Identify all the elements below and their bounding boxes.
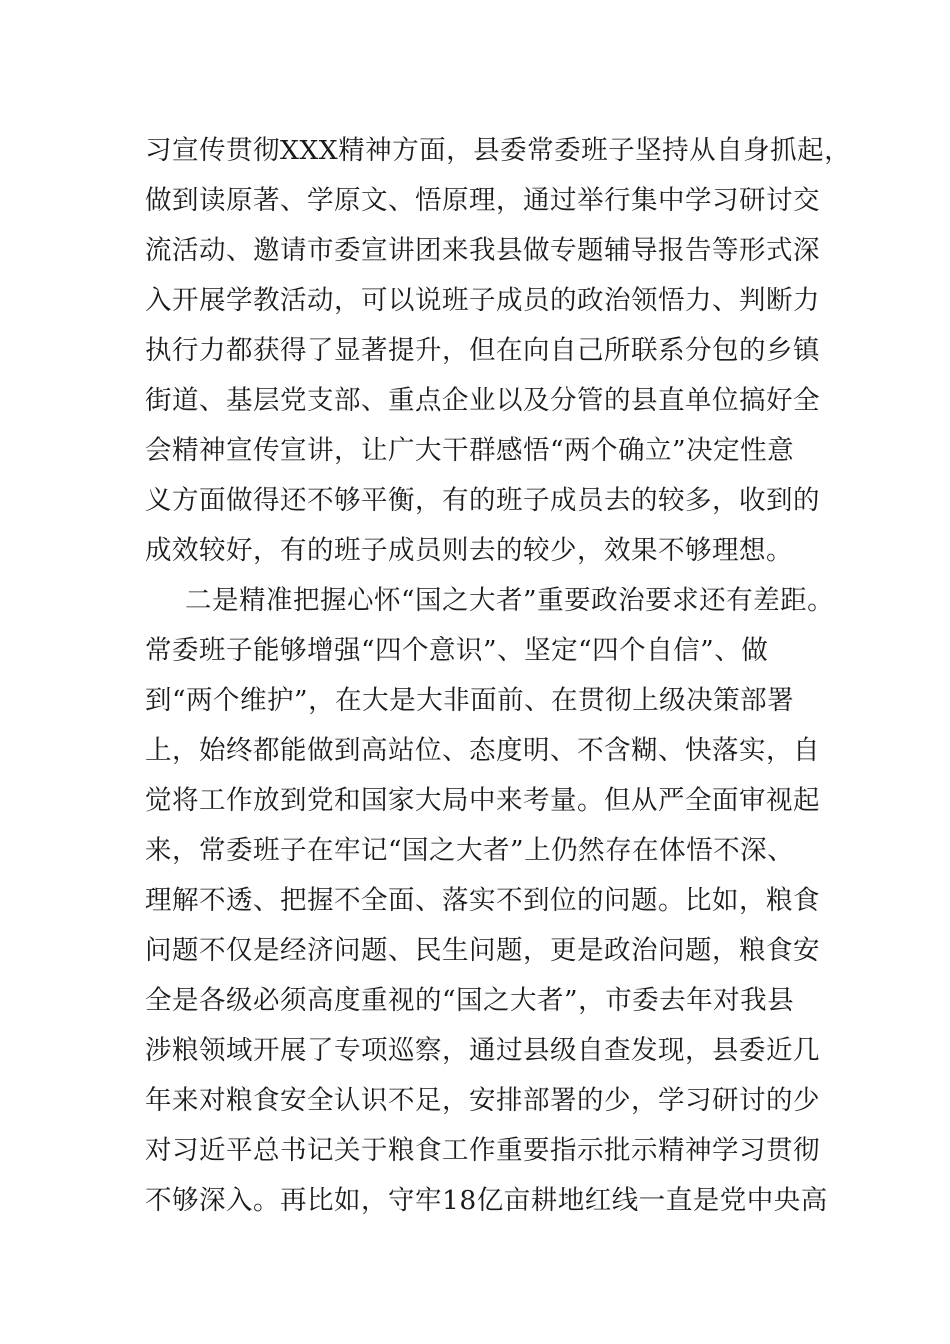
text-line: 到“两个维护”，在大是大非面前、在贯彻上级决策部署 — [145, 685, 795, 716]
text-line: 来，常委班子在牢记“国之大者”上仍然存在体悟不深、 — [145, 835, 795, 866]
text-line: 义方面做得还不够平衡，有的班子成员去的较多，收到的 — [145, 485, 820, 516]
text-line: 理解不透、把握不全面、落实不到位的问题。比如，粮食 — [145, 885, 820, 916]
text-line: 问题不仅是经济问题、民生问题，更是政治问题，粮食安 — [145, 935, 820, 966]
text-line: 执行力都获得了显著提升，但在向自己所联系分包的乡镇 — [145, 335, 820, 366]
text-line: 全是各级必须高度重视的“国之大者”，市委去年对我县 — [145, 985, 795, 1016]
text-line: 会精神宣传宣讲，让广大干群感悟“两个确立”决定性意 — [145, 435, 795, 466]
text-line: 觉将工作放到党和国家大局中来考量。但从严全面审视起 — [145, 785, 820, 816]
text-line: 入开展学教活动，可以说班子成员的政治领悟力、判断力 — [145, 285, 820, 316]
text-line: 流活动、邀请市委宣讲团来我县做专题辅导报告等形式深 — [145, 235, 820, 266]
paragraph-start-line: 二是精准把握心怀“国之大者”重要政治要求还有差距。 — [185, 585, 835, 616]
text-line: 做到读原著、学原文、悟原理，通过举行集中学习研讨交 — [145, 185, 820, 216]
text-line: 对习近平总书记关于粮食工作重要指示批示精神学习贯彻 — [145, 1135, 820, 1166]
text-line: 成效较好，有的班子成员则去的较少，效果不够理想。 — [145, 535, 793, 566]
text-line: 上，始终都能做到高站位、态度明、不含糊、快落实，自 — [145, 735, 820, 766]
text-line: 街道、基层党支部、重点企业以及分管的县直单位搞好全 — [145, 385, 820, 416]
text-line: 习宣传贯彻XXX精神方面，县委常委班子坚持从自身抓起， — [145, 135, 852, 166]
text-line: 涉粮领域开展了专项巡察，通过县级自查发现，县委近几 — [145, 1035, 820, 1066]
text-line: 不够深入。再比如，守牢18亿亩耕地红线一直是党中央高 — [145, 1185, 828, 1216]
text-line: 常委班子能够增强“四个意识”、坚定“四个自信”、做 — [145, 635, 769, 666]
text-line: 年来对粮食安全认识不足，安排部署的少，学习研讨的少 — [145, 1085, 820, 1116]
body-text — [145, 126, 852, 1226]
